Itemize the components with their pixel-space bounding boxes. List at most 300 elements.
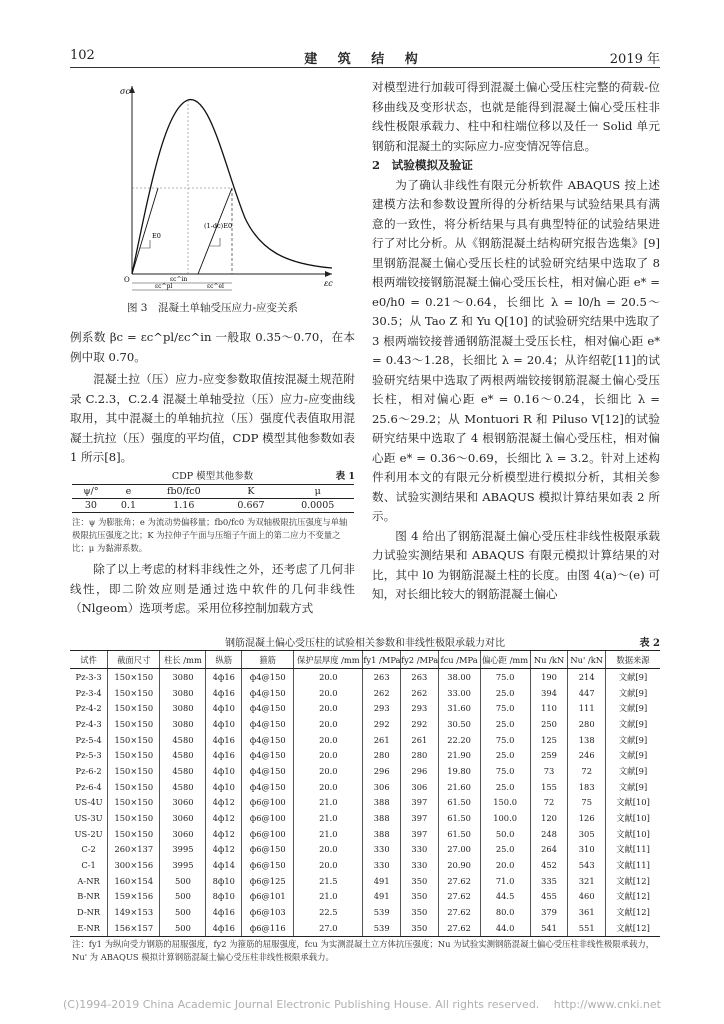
table-cell: 25.0 [480, 842, 530, 858]
table-cell: 21.5 [294, 873, 363, 889]
table-cell: 292 [363, 716, 401, 732]
table-cell: 20.0 [294, 732, 363, 748]
stress-strain-curve [132, 100, 332, 274]
table-2-note: 注：fy1 为纵向受力钢筋的屈服强度，fy2 为箍筋的屈服强度，fcu 为实测混凝土立方体抗压强度；Nu 为试验实测钢筋混凝土偏心受压柱非线性极限承载力，Nu' 为 ABAQUS 模拟计算钢筋混凝土偏心受压柱非线性极限承载力。 [72, 939, 655, 962]
table-cell: 259 [530, 747, 568, 763]
table-cell: A-NR [77, 875, 100, 886]
table-row [70, 779, 660, 795]
table-row [70, 873, 660, 889]
table-cell: 文献[9] [606, 763, 660, 779]
table-cell: 3060 [160, 810, 206, 826]
table-cell: 306 [363, 779, 401, 795]
table-cell: 61.50 [438, 826, 480, 842]
page-number: 102 [70, 48, 95, 63]
table-row [70, 685, 660, 701]
table-cell: 21.0 [294, 889, 363, 905]
table-row [70, 763, 660, 779]
right-paragraph-2: 为了确认非线性有限元分析软件 ABAQUS 按上述建模方法和参数设置所得的分析结果与试验结果具有满意的一致性，将分析结果与具有典型特征的试验结果进行了对比分析。从《钢筋混凝土结构研究报告选集》[9]里钢筋混凝土偏心受压长柱的试验研究结果中选取了 8 根两端铰接钢筋混凝土偏心受压长柱，相对偏心距 e* = e0/h0 = 0.21～0.64，长细比 λ = l0/h = 20.5～30.5；从 Tao Z 和 Yu Q[10] 的试验研究结果中选取了 3 根两端铰接普通钢筋混凝土受压长柱，相对偏心距 e* = 0.43～1.28，长细比 λ = 20.4；从许绍乾[11]的试验研究结果中选取了两根两端铰接钢筋混凝土偏心受压长柱，相对偏心距 e* = 0.16～0.24，长细比 λ = 25.6～29.2；从 Montuori R 和 Piluso V[12]的试验研究结果中选取了 4 根钢筋混凝土偏心受压柱，相对偏心距 e* = 0.36～0.69，长细比 λ = 3.2。针对上述构件利用本文的有限元分析模型进行模拟分析，其相关参数、试验实测结果和 ABAQUS 模拟计算结果如表 2 所示。 [372, 177, 660, 523]
table-cell: 100.0 [480, 810, 530, 826]
table-row [70, 920, 660, 936]
table-cell: 19.80 [438, 763, 480, 779]
table-cell: 125 [530, 732, 568, 748]
table-cell: 293 [401, 700, 439, 716]
table-cell: 21.0 [294, 826, 363, 842]
table-cell: 3060 [160, 826, 206, 842]
table-cell: 文献[9] [606, 716, 660, 732]
table-cell: 388 [363, 795, 401, 811]
table-cell: 4ф12 [206, 842, 242, 858]
table-cell: 150×150 [108, 732, 160, 748]
figure-3 [110, 78, 340, 293]
table-cell: 4ф12 [206, 810, 242, 826]
t2-header: 试件 [70, 651, 108, 669]
table-cell: ф6@100 [242, 810, 294, 826]
t1-header: e [110, 485, 147, 499]
table-cell: ф4@150 [242, 700, 294, 716]
table-cell: 文献[9] [606, 779, 660, 795]
e0-line [132, 188, 158, 274]
table-cell: 214 [568, 669, 606, 685]
eps-pl-label: εc^pl [155, 283, 173, 290]
table-cell: ф6@150 [242, 857, 294, 873]
table-cell: 20.0 [294, 857, 363, 873]
table-row [70, 857, 660, 873]
table-cell: E-NR [70, 920, 108, 936]
table-cell: 文献[9] [606, 700, 660, 716]
table-cell: 75.0 [480, 700, 530, 716]
table-cell: 33.00 [438, 685, 480, 701]
table-cell: 75.0 [480, 669, 530, 685]
table-cell: 292 [401, 716, 439, 732]
t1-cell: 0.667 [221, 499, 282, 513]
table-cell: 27.62 [438, 904, 480, 920]
table-cell: 25.0 [480, 716, 530, 732]
t2-header: 数据来源 [606, 651, 660, 669]
table-cell: 539 [363, 904, 401, 920]
section-heading: 2 试验模拟及验证 [372, 158, 473, 172]
table-cell: 551 [568, 920, 606, 936]
table-cell: 155 [530, 779, 568, 795]
table-cell: 4ф16 [206, 669, 242, 685]
table-cell: 72 [530, 795, 568, 811]
table-cell: 150×150 [108, 826, 160, 842]
table-cell: US-2U [74, 828, 103, 839]
table-cell: 120 [530, 810, 568, 826]
table-cell: 491 [363, 889, 401, 905]
table-cell: Pz-4-2 [75, 703, 102, 714]
table-cell: 150×150 [108, 763, 160, 779]
running-header [70, 48, 660, 66]
table-cell: 350 [401, 873, 439, 889]
table-cell: 25.0 [480, 685, 530, 701]
t2-header: 截面尺寸 [108, 651, 160, 669]
table-cell: 72 [568, 763, 606, 779]
table-cell: 397 [401, 826, 439, 842]
table-row [70, 747, 660, 763]
table-cell: 149×153 [108, 904, 160, 920]
table-cell: 38.00 [438, 669, 480, 685]
table-cell: ф6@100 [242, 795, 294, 811]
table-cell: 296 [401, 763, 439, 779]
table-1-title: CDP 模型其他参数 [171, 471, 254, 482]
table-cell: 330 [363, 842, 401, 858]
table-cell: 262 [363, 685, 401, 701]
table-cell: 4ф16 [206, 904, 242, 920]
table-cell: 4ф16 [206, 685, 242, 701]
eps-el-label: εc^el [207, 283, 224, 290]
table-cell: ф4@150 [242, 716, 294, 732]
copyright-footer: (C)1994-2019 China Academic Journal Electronic Publishing House. All rights reserved. http://www.cnki.net [63, 998, 661, 1011]
table-cell: 150×150 [108, 795, 160, 811]
left-column-lower [70, 560, 355, 619]
table-cell: 73 [530, 763, 568, 779]
table-cell: 27.62 [438, 889, 480, 905]
table-cell: ф6@101 [242, 889, 294, 905]
table-cell: 296 [363, 763, 401, 779]
table-cell: Pz-5-3 [75, 750, 102, 761]
table-cell: 4ф10 [206, 763, 242, 779]
table-cell: ф6@116 [242, 920, 294, 936]
table-cell: 4ф12 [206, 826, 242, 842]
eps-in-label: εc^in [170, 276, 188, 283]
table-cell: 20.0 [294, 716, 363, 732]
table-cell: 71.0 [480, 873, 530, 889]
table-cell: 3995 [160, 857, 206, 873]
table-cell: 20.90 [438, 857, 480, 873]
table-cell: ф6@125 [242, 873, 294, 889]
table-cell: 3995 [160, 842, 206, 858]
table-cell: 350 [401, 889, 439, 905]
table-1 [72, 484, 354, 513]
table-cell: ф4@150 [242, 732, 294, 748]
table-cell: 388 [363, 826, 401, 842]
table-cell: 21.0 [294, 810, 363, 826]
left-column [70, 328, 355, 468]
table-cell: 280 [401, 747, 439, 763]
table-1-note: 注：ψ 为膨胀角；e 为流动势偏移量；fb0/fc0 为双轴极限抗压强度与单轴极限抗压强度之比；K 为拉伸子午面与压缩子午面上的第二应力不变量之比；μ 为黏滞系数。 [72, 517, 348, 553]
t2-header: fy1 /MPa [363, 651, 401, 669]
table-cell: 3080 [160, 716, 206, 732]
table-2-title: 钢筋混凝土偏心受压柱的试验相关参数和非线性极限承载力对比 [225, 638, 505, 649]
table-cell: 500 [160, 889, 206, 905]
table-cell: 4580 [160, 779, 206, 795]
table-row [70, 732, 660, 748]
table-cell: 156×157 [108, 920, 160, 936]
table-cell: 20.0 [294, 669, 363, 685]
right-column [372, 78, 660, 605]
table-cell: 75.0 [480, 732, 530, 748]
table-cell: 306 [401, 779, 439, 795]
table-cell: C-1 [81, 860, 96, 871]
table-cell: 20.0 [294, 700, 363, 716]
table-cell: Pz-3-4 [75, 687, 102, 698]
table-cell: 539 [363, 920, 401, 936]
table-cell: 460 [568, 889, 606, 905]
table-cell: 183 [568, 779, 606, 795]
table-row [70, 795, 660, 811]
table-cell: US-3U [74, 813, 103, 824]
table-cell: 21.0 [294, 795, 363, 811]
table-cell: 20.0 [294, 747, 363, 763]
table-cell: 491 [363, 873, 401, 889]
table-cell: 3060 [160, 795, 206, 811]
table-cell: 388 [363, 810, 401, 826]
table-cell: 447 [568, 685, 606, 701]
table-cell: 150×150 [108, 779, 160, 795]
table-cell: ф6@103 [242, 904, 294, 920]
table-cell: 310 [568, 842, 606, 858]
table-cell: 126 [568, 810, 606, 826]
table-cell: ф4@150 [242, 747, 294, 763]
table-cell: 452 [530, 857, 568, 873]
table-cell: 321 [568, 873, 606, 889]
table-cell: 文献[9] [606, 685, 660, 701]
table-cell: 3080 [160, 669, 206, 685]
table-cell: 27.00 [438, 842, 480, 858]
damage-label: (1-dc)E0 [204, 222, 233, 230]
table-row [70, 716, 660, 732]
table-row [70, 889, 660, 905]
origin-label: O [124, 276, 130, 284]
table-cell: 361 [568, 904, 606, 920]
table-cell: 350 [401, 920, 439, 936]
table-cell: C-2 [81, 844, 96, 855]
table-cell: 文献[9] [606, 732, 660, 748]
t2-header: 箍筋 [242, 651, 294, 669]
table-cell: 264 [530, 842, 568, 858]
table-cell: 75 [568, 795, 606, 811]
table-cell: 159×156 [108, 889, 160, 905]
table-cell: 260×137 [108, 842, 160, 858]
table-cell: US-4U [74, 797, 103, 808]
table-cell: ф6@100 [242, 826, 294, 842]
table-row [70, 700, 660, 716]
table-cell: 文献[10] [606, 795, 660, 811]
table-cell: 246 [568, 747, 606, 763]
table-cell: 261 [401, 732, 439, 748]
table-cell: 335 [530, 873, 568, 889]
table-cell: 4ф12 [206, 795, 242, 811]
t2-header: Nu' /kN [568, 651, 606, 669]
table-cell: 22.5 [294, 904, 363, 920]
table-cell: 27.62 [438, 873, 480, 889]
table-cell: 20.0 [294, 779, 363, 795]
table-cell: 248 [530, 826, 568, 842]
year: 2019 年 [609, 52, 660, 67]
t2-header: Nu /kN [530, 651, 568, 669]
table-cell: 文献[12] [606, 904, 660, 920]
table-cell: 44.0 [480, 920, 530, 936]
table-cell: 500 [160, 920, 206, 936]
table-cell: D-NR [77, 907, 101, 918]
table-cell: 4ф14 [206, 857, 242, 873]
table-row [70, 842, 660, 858]
left-paragraph-2: 混凝土拉（压）应力-应变参数取值按混凝土规范附录 C.2.3，C.2.4 混凝土单轴受拉（压）应力-应变曲线取用，其中混凝土的单轴抗拉（压）强度代表值取用混凝土抗拉（压）强度的平均值，CDP 模型其他参数如表 1 所示[8]。 [70, 372, 355, 464]
t1-header: ψ/° [72, 485, 110, 499]
table-cell: 文献[12] [606, 873, 660, 889]
y-axis-label: σc [120, 87, 130, 96]
table-cell: 20.0 [480, 857, 530, 873]
table-cell: 263 [363, 669, 401, 685]
table-cell: 20.0 [294, 763, 363, 779]
table-cell: 138 [568, 732, 606, 748]
table-cell: 350 [401, 904, 439, 920]
t2-header: 纵筋 [206, 651, 242, 669]
table-cell: 394 [530, 685, 568, 701]
table-cell: 文献[9] [606, 747, 660, 763]
table-cell: 20.0 [294, 685, 363, 701]
table-cell: 20.0 [294, 842, 363, 858]
table-cell: 455 [530, 889, 568, 905]
table-cell: Pz-4-3 [75, 718, 102, 729]
table-cell: 文献[9] [606, 669, 660, 685]
table-cell: 27.62 [438, 920, 480, 936]
table-row [72, 499, 354, 513]
table-cell: 397 [401, 795, 439, 811]
table-cell: 500 [160, 904, 206, 920]
table-cell: 文献[11] [606, 842, 660, 858]
t2-header: fcu /MPa [438, 651, 480, 669]
table-cell: 150×150 [108, 700, 160, 716]
table-cell: ф4@150 [242, 685, 294, 701]
t1-header: K [221, 485, 282, 499]
table-cell: 110 [530, 700, 568, 716]
table-cell: 300×156 [108, 857, 160, 873]
table-cell: 541 [530, 920, 568, 936]
table-cell: 261 [363, 732, 401, 748]
table-row [70, 810, 660, 826]
table-row [70, 904, 660, 920]
table-cell: 文献[12] [606, 920, 660, 936]
right-paragraph-1: 对模型进行加载可得到混凝土偏心受压柱完整的荷载-位移曲线及变形状态，也就是能得到混凝土偏心受压柱非线性极限承载力、柱中和柱端位移以及任一 Solid 单元钢筋和混凝土的实际应力-应变情况等信息。 [372, 80, 660, 153]
journal-title: 建 筑 结 构 [304, 52, 426, 67]
t2-header: fy2 /MPa [401, 651, 439, 669]
table-cell: ф6@150 [242, 842, 294, 858]
table-cell: 500 [160, 873, 206, 889]
left-paragraph-3: 除了以上考虑的材料非线性之外，还考虑了几何非线性，即二阶效应则是通过选中软件的几何非线性（Nlgeom）选项考虑。采用位移控制加载方式 [70, 562, 355, 615]
table-row [70, 826, 660, 842]
table-cell: 150×150 [108, 685, 160, 701]
table-cell: 50.0 [480, 826, 530, 842]
table-cell: 330 [363, 857, 401, 873]
table-cell: 4ф16 [206, 732, 242, 748]
table-cell: 4ф16 [206, 747, 242, 763]
table-cell: 397 [401, 810, 439, 826]
t1-cell: 1.16 [147, 499, 221, 513]
t1-cell: 30 [72, 499, 110, 513]
table-cell: 330 [401, 842, 439, 858]
table-cell: 4ф10 [206, 716, 242, 732]
t1-cell: 0.1 [110, 499, 147, 513]
table-cell: B-NR [77, 891, 100, 902]
table-cell: 379 [530, 904, 568, 920]
table-cell: 190 [530, 669, 568, 685]
table-cell: Pz-5-4 [75, 734, 102, 745]
table-cell: 80.0 [480, 904, 530, 920]
stress-strain-diagram [110, 78, 340, 293]
table-cell: 150×150 [108, 810, 160, 826]
table-cell: 262 [401, 685, 439, 701]
table-cell: 8ф10 [206, 889, 242, 905]
table-cell: 21.60 [438, 779, 480, 795]
table-cell: ф4@150 [242, 779, 294, 795]
table-cell: 330 [401, 857, 439, 873]
table-cell: 4ф10 [206, 779, 242, 795]
table-cell: 61.50 [438, 810, 480, 826]
table-cell: Pz-3-3 [75, 671, 102, 682]
table-2 [70, 650, 660, 937]
x-axis-label: εc [324, 279, 333, 288]
table-cell: 文献[11] [606, 857, 660, 873]
t2-header: 保护层厚度 /mm [294, 651, 363, 669]
table-cell: 150×150 [108, 747, 160, 763]
table-cell: 4ф16 [206, 920, 242, 936]
table-cell: 150×150 [108, 669, 160, 685]
table-cell: 22.20 [438, 732, 480, 748]
t1-header: μ [281, 485, 354, 499]
table-cell: 30.50 [438, 716, 480, 732]
table-2-label: 表 2 [639, 638, 660, 649]
left-paragraph-1: 例系数 βc = εc^pl/εc^in 一般取 0.35～0.70，在本例中取 0.70。 [70, 330, 355, 364]
table-cell: 4580 [160, 747, 206, 763]
t2-header: 柱长 /mm [160, 651, 206, 669]
e0-label: E0 [152, 232, 161, 240]
table-cell: 305 [568, 826, 606, 842]
table-cell: 3080 [160, 700, 206, 716]
table-cell: Pz-6-2 [75, 765, 102, 776]
table-cell: 263 [401, 669, 439, 685]
table-cell: 250 [530, 716, 568, 732]
table-cell: 25.0 [480, 779, 530, 795]
table-cell: 25.0 [480, 747, 530, 763]
table-cell: 4580 [160, 763, 206, 779]
table-cell: 44.5 [480, 889, 530, 905]
table-2-body [70, 669, 660, 937]
table-cell: 8ф10 [206, 873, 242, 889]
table-1-label: 表 1 [335, 471, 355, 482]
table-cell: 75.0 [480, 763, 530, 779]
table-cell: 150×150 [108, 716, 160, 732]
figure-3-caption: 图 3 混凝土单轴受压应力-应变关系 [126, 302, 299, 314]
table-cell: 文献[10] [606, 810, 660, 826]
t1-header: fb0/fc0 [147, 485, 221, 499]
table-row [70, 669, 660, 685]
table-cell: 4ф10 [206, 700, 242, 716]
table-cell: 4580 [160, 732, 206, 748]
table-cell: 543 [568, 857, 606, 873]
t2-header: 偏心距 /mm [480, 651, 530, 669]
table-cell: 160×154 [108, 873, 160, 889]
table-cell: 293 [363, 700, 401, 716]
table-cell: 31.60 [438, 700, 480, 716]
table-cell: 21.90 [438, 747, 480, 763]
table-cell: 文献[10] [606, 826, 660, 842]
unload-line [198, 188, 232, 274]
table-cell: 27.0 [294, 920, 363, 936]
table-cell: 150.0 [480, 795, 530, 811]
right-paragraph-3: 图 4 给出了钢筋混凝土偏心受压柱非线性极限承载力试验实测结果和 ABAQUS 有限元模拟计算结果的对比，其中 l0 为钢筋混凝土柱的长度。由图 4(a)～(e) 可知，对长细比较大的钢筋混凝土偏心 [372, 528, 660, 601]
header-rule [70, 67, 660, 68]
table-cell: 61.50 [438, 795, 480, 811]
table-cell: 文献[12] [606, 889, 660, 905]
table-cell: ф4@150 [242, 669, 294, 685]
table-cell: 3080 [160, 685, 206, 701]
t1-cell: 0.0005 [281, 499, 354, 513]
table-cell: Pz-6-4 [75, 781, 102, 792]
table-cell: ф4@150 [242, 763, 294, 779]
table-cell: 280 [568, 716, 606, 732]
table-cell: 280 [363, 747, 401, 763]
